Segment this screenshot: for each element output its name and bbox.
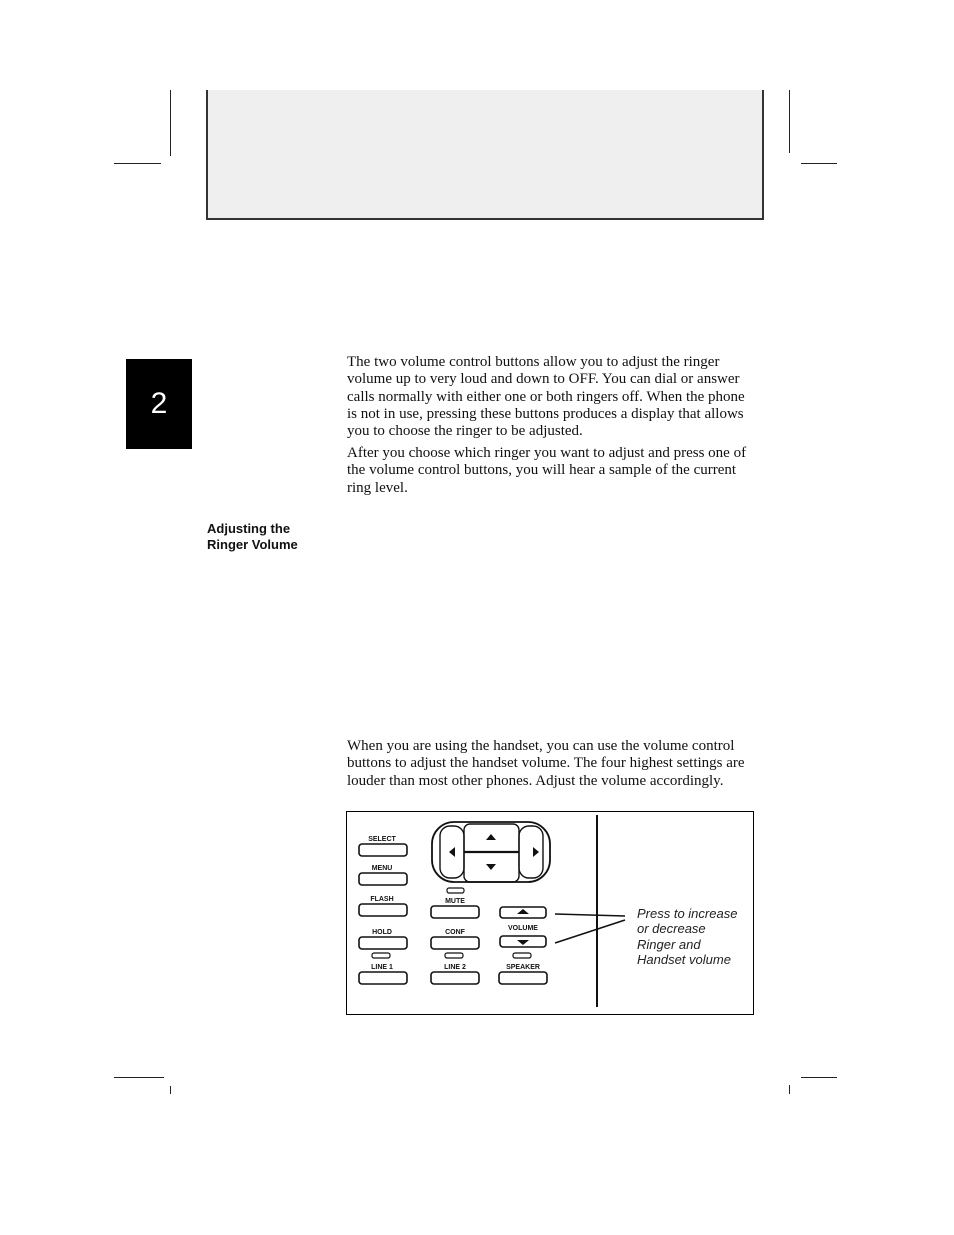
select-label: SELECT bbox=[368, 836, 396, 843]
hold-button bbox=[359, 937, 407, 949]
callout-line-2: or decrease bbox=[637, 921, 706, 936]
line1-indicator-light bbox=[372, 953, 390, 958]
line2-button bbox=[431, 972, 479, 984]
leader-line-up bbox=[555, 914, 625, 916]
line1-button bbox=[359, 972, 407, 984]
header-box bbox=[206, 90, 764, 220]
volume-up-icon bbox=[517, 909, 529, 914]
crop-mark-top-right-horizontal bbox=[801, 163, 837, 164]
paragraph-volume-buttons: The two volume control buttons allow you to adjust the ringer volume up to very loud and down to OFF. You can dial or answer calls normally with either one or both ringers off. When the phone is not in use, pressing these buttons produces a display that allows you to choose the ringer to be adjusted. bbox=[347, 354, 745, 440]
mute-button bbox=[431, 906, 479, 918]
speaker-button bbox=[499, 972, 547, 984]
right-arrow-icon bbox=[533, 847, 539, 857]
conf-button bbox=[431, 937, 479, 949]
callout-line-1: Press to increase bbox=[637, 906, 738, 921]
section-heading-line-2: Ringer Volume bbox=[207, 537, 298, 552]
hold-label: HOLD bbox=[372, 929, 392, 936]
line1-label: LINE 1 bbox=[371, 964, 393, 971]
chapter-tab bbox=[126, 359, 192, 449]
paragraph-handset-volume: When you are using the handset, you can use the volume control buttons to adjust the handset volume. The four highest settings are louder than most other phones. Adjust the volume accordingly. bbox=[347, 738, 745, 789]
volume-label: VOLUME bbox=[508, 925, 538, 932]
crop-mark-top-right-vertical bbox=[789, 90, 790, 153]
menu-label: MENU bbox=[371, 865, 393, 872]
paragraph-ringer-sample: After you choose which ringer you want to adjust and press one of the volume control buttons, you will hear a sample of the current ring level. bbox=[347, 445, 747, 496]
callout-line-4: Handset volume bbox=[637, 952, 731, 967]
flash-button bbox=[359, 904, 407, 916]
conf-label: CONF bbox=[445, 929, 465, 936]
line2-indicator-light bbox=[445, 953, 463, 958]
flash-label: FLASH bbox=[370, 896, 394, 903]
crop-mark-top-left-vertical bbox=[170, 90, 171, 156]
left-arrow-icon bbox=[449, 847, 455, 857]
crop-mark-bottom-left-vertical bbox=[170, 1086, 171, 1094]
leader-line-down bbox=[555, 920, 625, 943]
volume-down-icon bbox=[517, 940, 529, 945]
keypad-illustration bbox=[346, 811, 754, 1015]
crop-mark-bottom-left-horizontal bbox=[114, 1077, 164, 1078]
crop-mark-top-left-horizontal bbox=[114, 163, 161, 164]
speaker-indicator-light bbox=[513, 953, 531, 958]
callout-line-3: Ringer and bbox=[637, 937, 701, 952]
nav-right-key bbox=[519, 826, 543, 878]
menu-button bbox=[359, 873, 407, 885]
line2-label: LINE 2 bbox=[444, 964, 466, 971]
select-button bbox=[359, 844, 407, 856]
crop-mark-bottom-right-vertical bbox=[789, 1085, 790, 1094]
section-heading-line-1: Adjusting the bbox=[207, 521, 291, 536]
mute-label: MUTE bbox=[445, 898, 465, 905]
up-arrow-icon bbox=[486, 834, 496, 840]
mute-indicator-light bbox=[447, 888, 464, 893]
down-arrow-icon bbox=[486, 864, 496, 870]
section-heading bbox=[207, 521, 337, 553]
keypad-diagram bbox=[347, 812, 753, 1014]
crop-mark-bottom-right-horizontal bbox=[801, 1077, 837, 1078]
speaker-label: SPEAKER bbox=[506, 964, 540, 971]
chapter-number: 2 bbox=[150, 387, 168, 420]
